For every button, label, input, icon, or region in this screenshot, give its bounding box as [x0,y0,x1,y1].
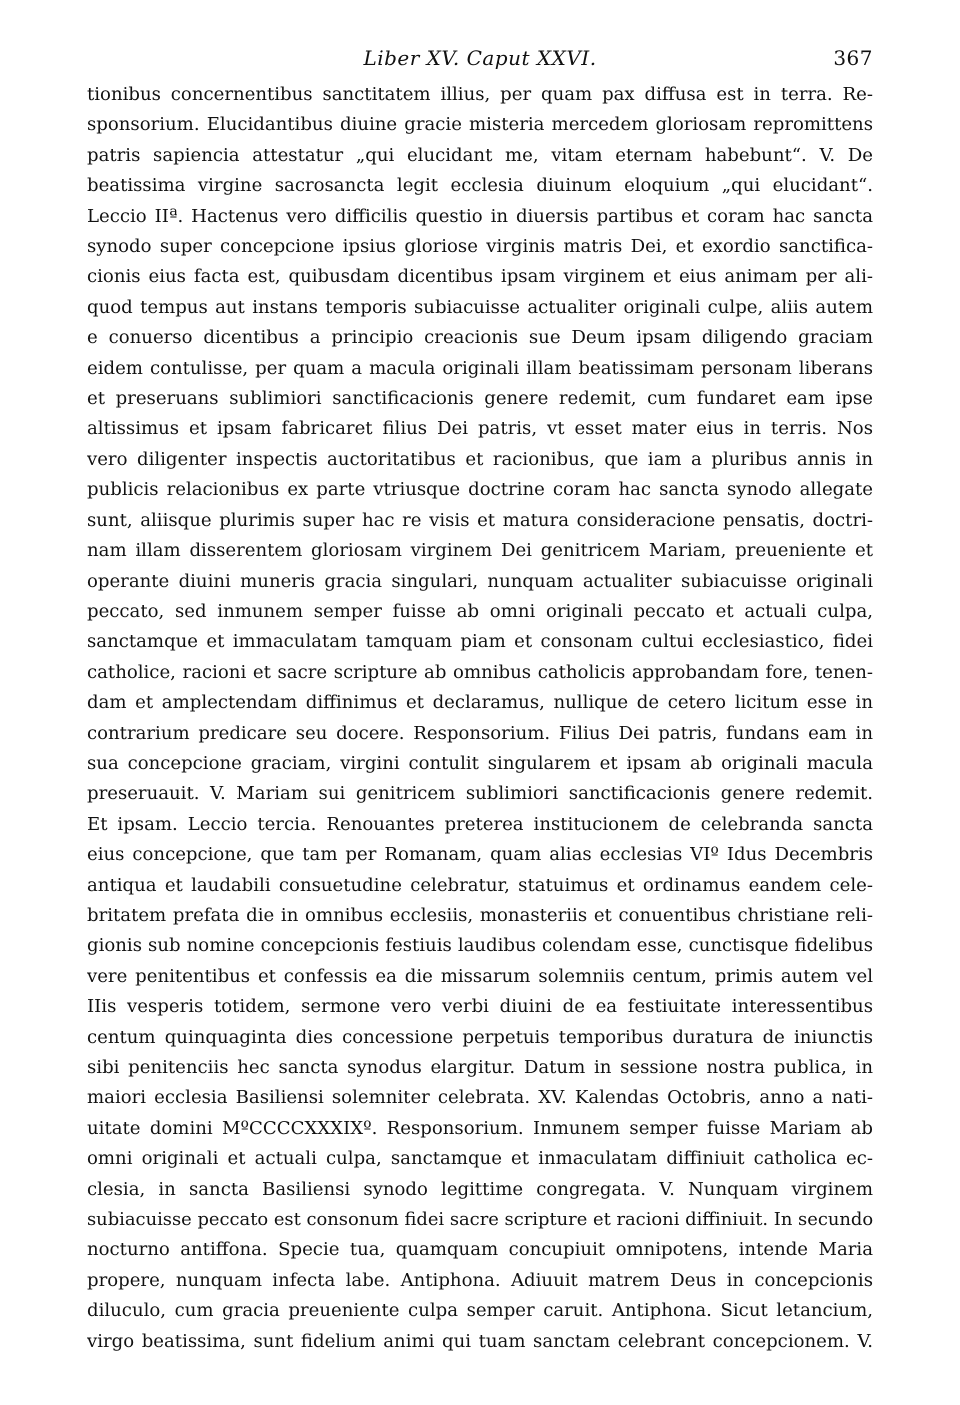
text-line: vero diligenter inspectis auctoritatibus et racionibus, que iam a pluribus annis in [87,448,873,470]
text-line: nam illam disserentem gloriosam virginem Dei genitricem Mariam, preueniente et [87,540,873,562]
text-line: cionis eius facta est, quibusdam dicentibus ipsam virginem et eius animam per ali- [87,266,873,288]
text-line: maiori ecclesia Basiliensi solemniter celebrata. XV. Kalendas Octobris, anno a nati- [87,1087,873,1109]
text-line: et preseruans sublimiori sanctificacionis genere redemit, cum fundaret eam ipse [87,388,873,410]
text-line: sunt, aliisque plurimis super hac re visis et matura consideracione pensatis, doctri- [87,509,873,531]
text-line: publicis relacionibus ex parte vtriusque doctrine coram hac sancta synodo allegate [87,479,873,501]
text-line: diluculo, cum gracia preueniente culpa semper caruit. Antiphona. Sicut letancium, [87,1300,873,1322]
text-line: centum quinquaginta dies concessione perpetuis temporibus duratura de iniunctis [87,1026,873,1048]
text-line: omni originali et actuali culpa, sanctamque et inmaculatam diffiniuit catholica ec- [87,1148,873,1170]
text-line: propere, nunquam infecta labe. Antiphona. Adiuuit matrem Deus in concepcionis [87,1269,873,1291]
text-line: preseruauit. V. Mariam sui genitricem sublimiori sanctificacionis genere redemit. [87,783,873,805]
text-line: clesia, in sancta Basiliensi synodo legittime congregata. V. Nunquam virginem [87,1178,873,1200]
body-text [87,80,873,1357]
running-head [87,46,873,76]
text-line: sua concepcione graciam, virgini contulit singularem et ipsam ab originali macula [87,752,873,774]
text-line: gionis sub nomine concepcionis festiuis laudibus colendam esse, cunctisque fidelibus [87,935,873,957]
text-line: synodo super concepcione ipsius gloriose virginis matris Dei, et exordio sanctifica- [87,236,873,258]
text-line: Leccio IIª. Hactenus vero difficilis questio in diuersis partibus et coram hac sancta [87,205,873,227]
text-line: subiacuisse peccato est consonum fidei sacre scripture et racioni diffiniuit. In secundo [87,1209,873,1231]
text-line: dam et amplectendam diffinimus et declaramus, nullique de cetero licitum esse in [87,692,873,714]
text-line: nocturno antiffona. Specie tua, quamquam concupiuit omnipotens, intende Maria [87,1239,873,1261]
book-page [87,46,873,1357]
text-line: peccato, sed inmunem semper fuisse ab omni originali peccato et actuali culpa, [87,600,873,622]
text-line: antiqua et laudabili consuetudine celebratur, statuimus et ordinamus eandem cele- [87,874,873,896]
text-line: IIis vesperis totidem, sermone vero verbi diuini de ea festiuitate interessentibus [87,996,873,1018]
text-line: eius concepcione, que tam per Romanam, quam alias ecclesias VIº Idus Decembris [87,844,873,866]
text-line: contrarium predicare seu docere. Responsorium. Filius Dei patris, fundans eam in [87,722,873,744]
text-line: e conuerso dicentibus a principio creacionis sue Deum ipsam diligendo graciam [87,327,873,349]
text-line: patris sapiencia attestatur „qui elucidant me, vitam eternam habebunt“. V. De [87,144,873,166]
text-line: eidem contulisse, per quam a macula originali illam beatissimam personam liberans [87,357,873,379]
text-line: sanctamque et immaculatam tamquam piam et consonam cultui ecclesiastico, fidei [87,631,873,653]
text-line: catholice, racioni et sacre scripture ab omnibus catholicis approbandam fore, tenen- [87,661,873,683]
text-line: altissimus et ipsam fabricaret filius Dei patris, vt esset mater eius in terris. Nos [87,418,873,440]
text-line: sponsorium. Elucidantibus diuine gracie misteria mercedem gloriosam repromittens [87,114,873,136]
text-line: Et ipsam. Leccio tercia. Renouantes preterea institucionem de celebranda sancta [87,813,873,835]
text-line: beatissima virgine sacrosancta legit ecclesia diuinum eloquium „qui elucidant“. [87,175,873,197]
running-title: Liber XV. Caput XXVI. [363,46,597,70]
page-number: 367 [833,46,873,70]
text-line: vere penitentibus et confessis ea die missarum solemniis centum, primis autem vel [87,965,873,987]
text-line: virgo beatissima, sunt fidelium animi qui tuam sanctam celebrant concepcionem. V. [87,1330,873,1352]
text-line: uitate domini MºCCCCXXXIXº. Responsorium. Inmunem semper fuisse Mariam ab [87,1117,873,1139]
text-line: britatem prefata die in omnibus ecclesiis, monasteriis et conuentibus christiane reli- [87,904,873,926]
text-line: quod tempus aut instans temporis subiacuisse actualiter originali culpe, aliis autem [87,296,873,318]
text-line: sibi penitenciis hec sancta synodus elargitur. Datum in sessione nostra publica, in [87,1057,873,1078]
text-line: tionibus concernentibus sanctitatem illius, per quam pax diffusa est in terra. Re- [87,84,873,105]
text-line: operante diuini muneris gracia singulari, nunquam actualiter subiacuisse originali [87,570,873,592]
